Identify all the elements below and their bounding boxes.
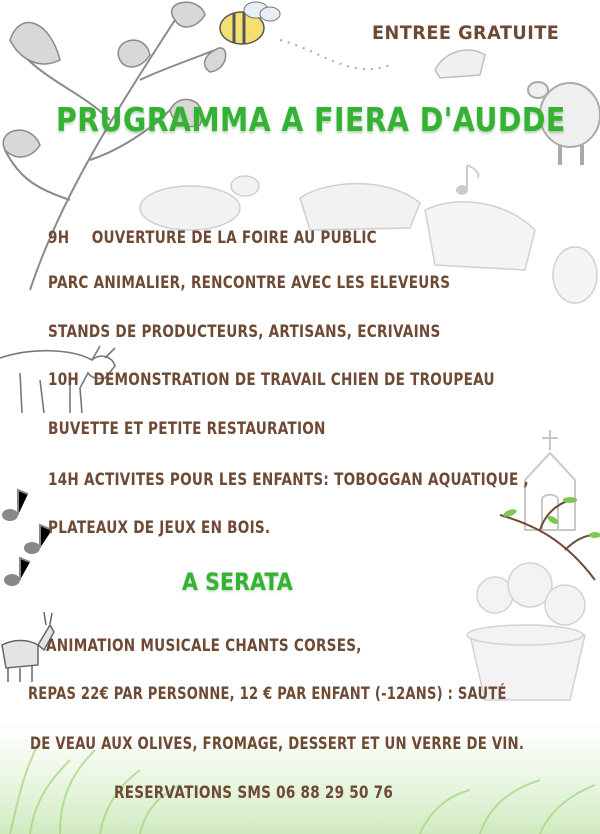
serata-line: REPAS 22€ PAR PERSONNE, 12 € PAR ENFANT (-12ANS) : SAUTÉ (28, 684, 507, 704)
programme-item: STANDS DE PRODUCTEURS, ARTISANS, ECRIVAINS (48, 322, 441, 342)
page-title: PRUGRAMMA A FIERA D'AUDDE (56, 100, 566, 139)
bee-icon (216, 0, 286, 50)
free-entry-label: ENTREE GRATUITE (372, 22, 560, 44)
programme-item: BUVETTE ET PETITE RESTAURATION (48, 419, 326, 439)
serata-line: ANIMATION MUSICALE CHANTS CORSES, (46, 636, 362, 656)
programme-item: PARC ANIMALIER, RENCONTRE AVEC LES ELEVEURS (48, 273, 451, 293)
programme-item (48, 370, 495, 390)
programme-item: 14H ACTIVITES POUR LES ENFANTS: TOBOGGAN AQUATIQUE , (48, 470, 529, 490)
serata-heading: A SERATA (182, 568, 293, 596)
reservation-line: RESERVATIONS SMS 06 88 29 50 76 (114, 783, 394, 803)
programme-item: PLATEAUX DE JEUX EN BOIS. (48, 518, 271, 538)
programme-time: 10H (48, 370, 80, 390)
leaf-branch-icon (0, 0, 230, 300)
programme-text: DEMONSTRATION DE TRAVAIL CHIEN DE TROUPEAU (93, 370, 495, 390)
programme-text: OUVERTURE DE LA FOIRE AU PUBLIC (91, 228, 377, 248)
programme-time: 9H (48, 228, 70, 248)
programme-item (48, 228, 377, 248)
serata-line: DE VEAU AUX OLIVES, FROMAGE, DESSERT ET UN VERRE DE VIN. (30, 734, 525, 754)
goat-icon (430, 40, 490, 80)
